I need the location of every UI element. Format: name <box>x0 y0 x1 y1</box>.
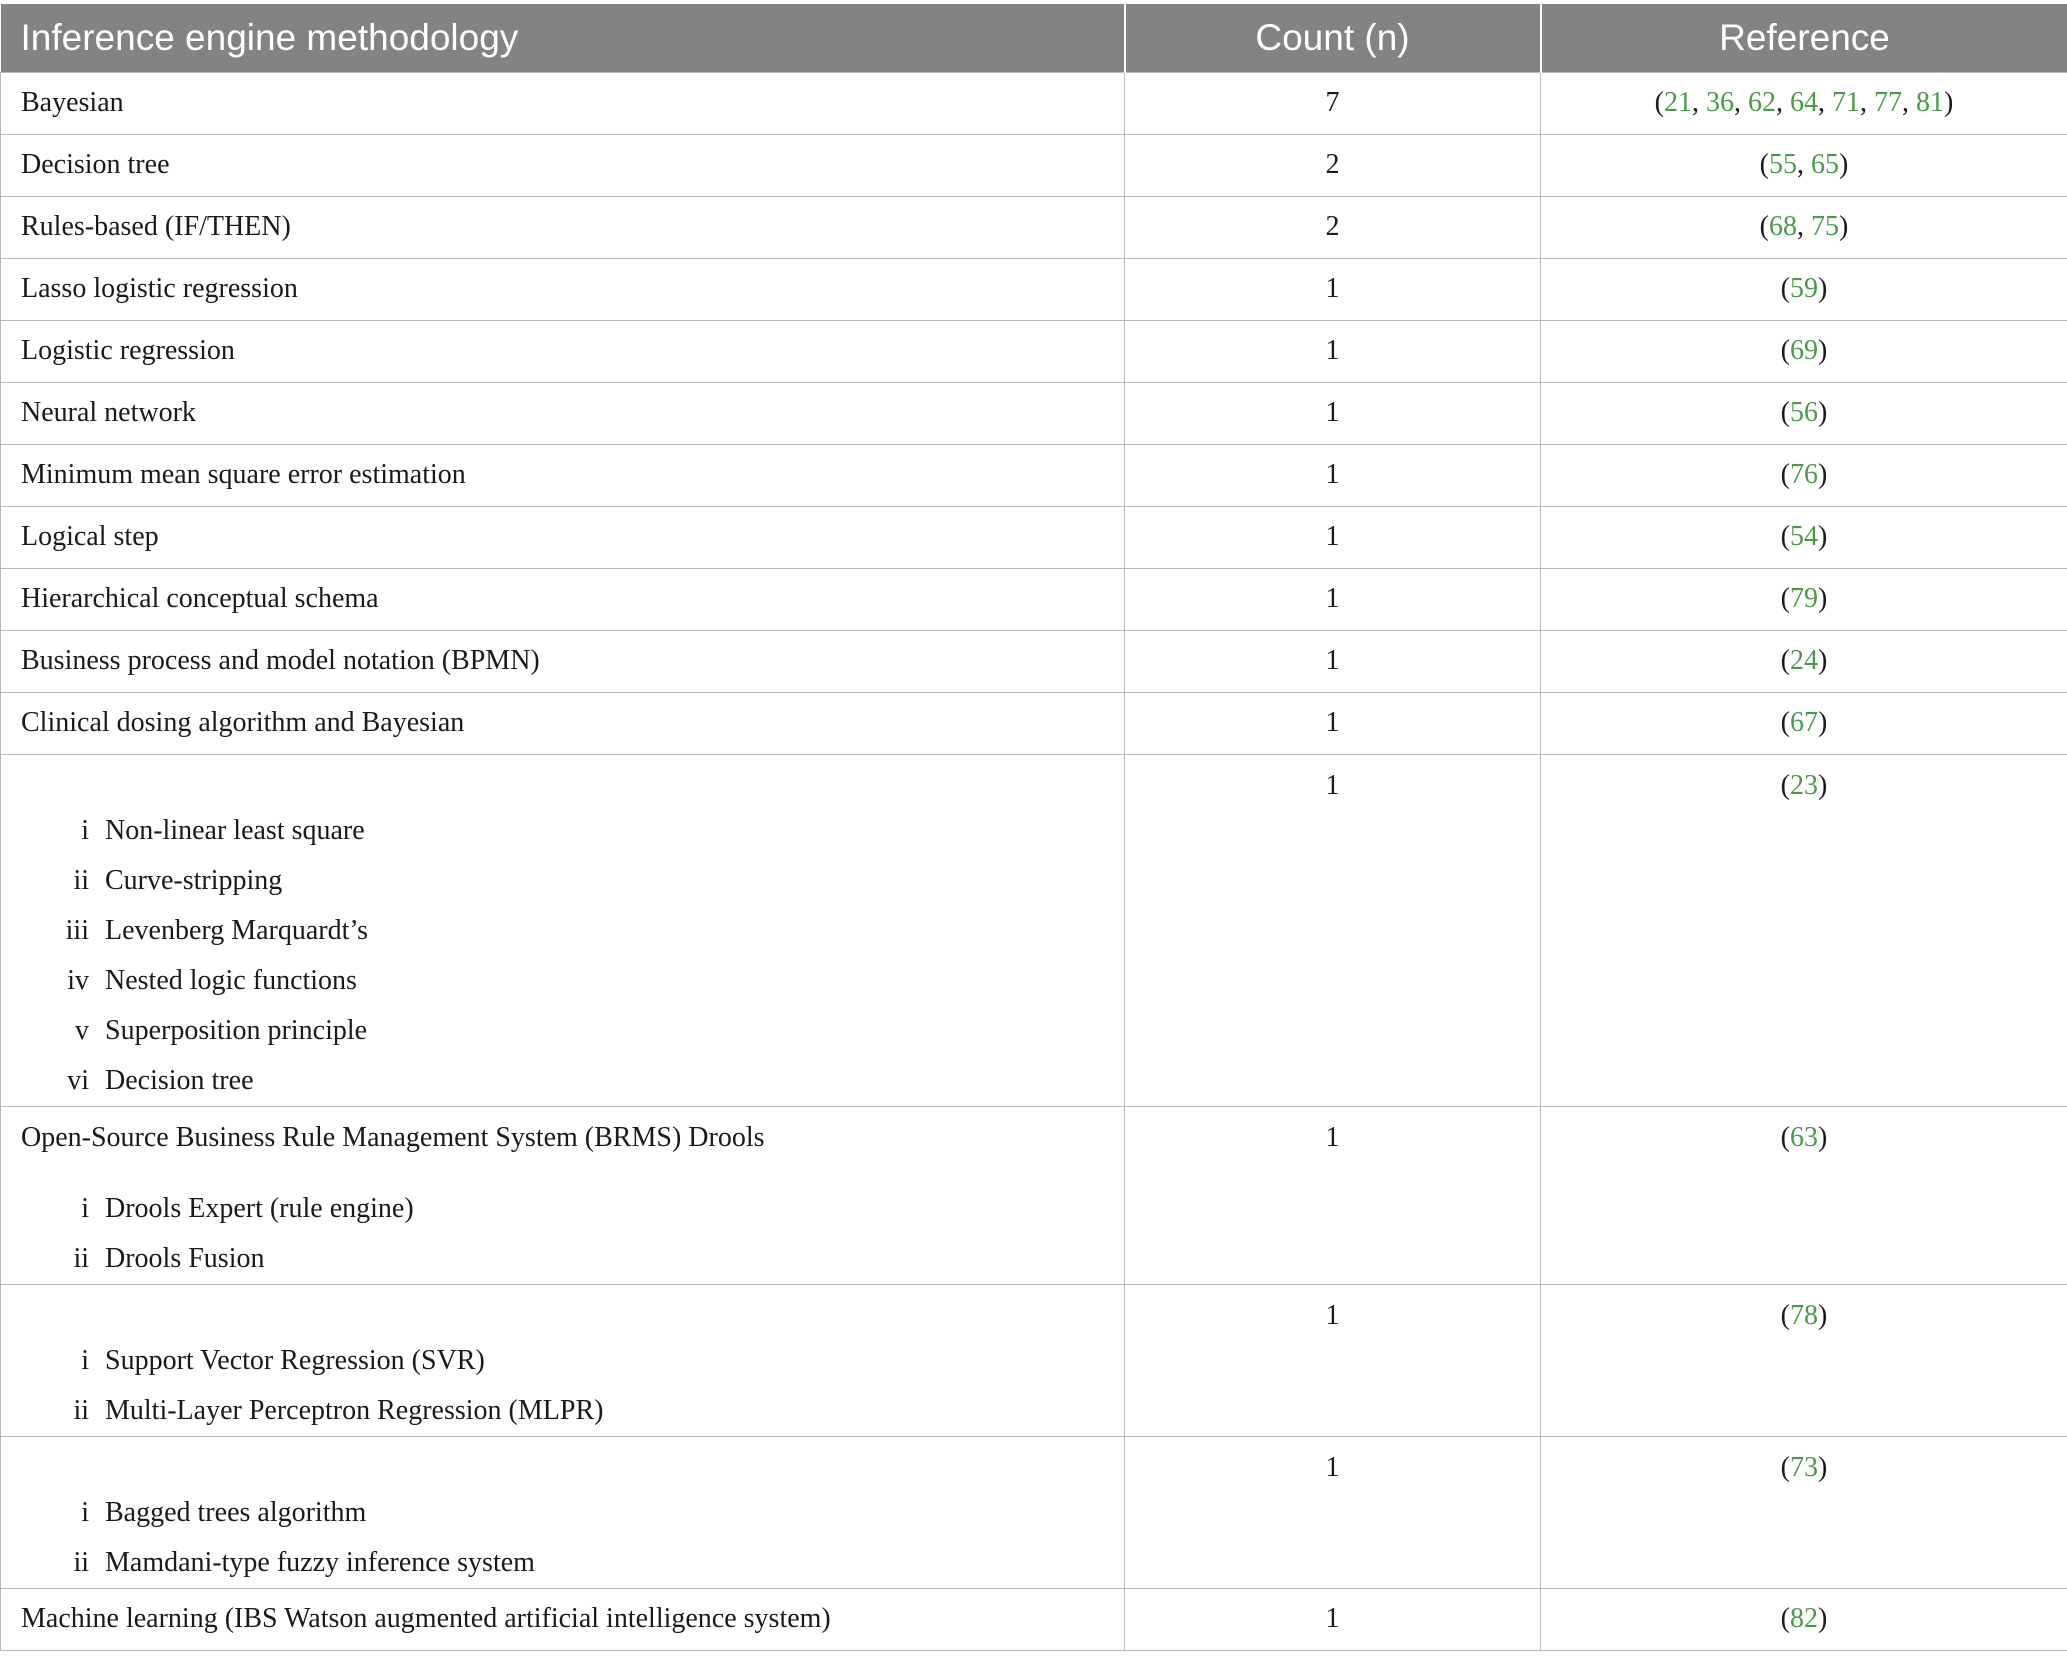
sub-method-item <box>21 1538 1104 1588</box>
sub-method-item <box>21 956 1104 1006</box>
method-name: Business process and model notation (BPMN) <box>21 645 540 676</box>
count-cell: 1 <box>1125 1106 1541 1284</box>
sub-method-number: iv <box>67 964 89 996</box>
method-name: Machine learning (IBS Watson augmented artificial intelligence system) <box>21 1603 831 1634</box>
reference-cell: (54) <box>1541 506 2067 568</box>
method-cell <box>1 444 1125 506</box>
citation-link[interactable]: 73 <box>1790 1451 1818 1483</box>
sub-method-text: Multi-Layer Perceptron Regression (MLPR) <box>105 1394 604 1426</box>
sub-method-number: i <box>81 814 89 846</box>
citation-link[interactable]: 21 <box>1664 87 1692 118</box>
citation-link[interactable]: 59 <box>1790 273 1818 304</box>
method-cell <box>1 258 1125 320</box>
table-row <box>1 196 2067 258</box>
table-row <box>1 1106 2067 1284</box>
sub-method-number: ii <box>73 1242 89 1274</box>
count-cell: 1 <box>1125 754 1541 1106</box>
citation-link[interactable]: 76 <box>1790 459 1818 490</box>
table-row <box>1 320 2067 382</box>
count-cell: 1 <box>1125 630 1541 692</box>
method-cell <box>1 1106 1125 1284</box>
reference-cell: (21, 36, 62, 64, 71, 77, 81) <box>1541 72 2067 134</box>
method-name: Decision tree <box>21 149 170 180</box>
citation-link[interactable]: 69 <box>1790 335 1818 366</box>
reference-cell: (63) <box>1541 1106 2067 1284</box>
sub-method-item <box>21 1234 1104 1284</box>
reference-cell: (59) <box>1541 258 2067 320</box>
table-row <box>1 568 2067 630</box>
table-row <box>1 258 2067 320</box>
sub-method-number: v <box>75 1014 89 1046</box>
method-cell <box>1 630 1125 692</box>
reference-cell: (68, 75) <box>1541 196 2067 258</box>
method-name: Logistic regression <box>21 335 235 366</box>
citation-link[interactable]: 82 <box>1790 1603 1818 1634</box>
reference-cell: (73) <box>1541 1436 2067 1588</box>
sub-method-number: i <box>81 1192 89 1224</box>
method-cell <box>1 754 1125 1106</box>
reference-cell: (82) <box>1541 1588 2067 1650</box>
citation-link[interactable]: 67 <box>1790 707 1818 738</box>
method-name: Clinical dosing algorithm and Bayesian <box>21 707 465 738</box>
method-name: Neural network <box>21 397 196 428</box>
table-row <box>1 506 2067 568</box>
reference-cell: (69) <box>1541 320 2067 382</box>
sub-method-text: Mamdani-type fuzzy inference system <box>105 1546 535 1578</box>
method-cell <box>1 72 1125 134</box>
table-row <box>1 630 2067 692</box>
citation-link[interactable]: 62 <box>1748 87 1776 118</box>
method-cell <box>1 382 1125 444</box>
table-header <box>1 4 2067 72</box>
count-cell: 1 <box>1125 320 1541 382</box>
sub-method-text: Nested logic functions <box>105 964 357 996</box>
citation-link[interactable]: 23 <box>1790 769 1818 801</box>
sub-method-item <box>21 906 1104 956</box>
table-row <box>1 1284 2067 1436</box>
citation-link[interactable]: 78 <box>1790 1299 1818 1331</box>
method-cell <box>1 1284 1125 1436</box>
method-name: Bayesian <box>21 87 124 118</box>
table-row <box>1 382 2067 444</box>
reference-cell: (67) <box>1541 692 2067 754</box>
table-row <box>1 444 2067 506</box>
citation-link[interactable]: 79 <box>1790 583 1818 614</box>
citation-link[interactable]: 24 <box>1790 645 1818 676</box>
sub-method-item <box>21 1488 1104 1538</box>
header-reference: Reference <box>1541 4 2067 72</box>
table-body <box>1 72 2067 1650</box>
header-count: Count (n) <box>1125 4 1541 72</box>
sub-method-text: Bagged trees algorithm <box>105 1496 367 1528</box>
count-cell: 1 <box>1125 1436 1541 1588</box>
citation-link[interactable]: 55 <box>1769 149 1797 180</box>
method-cell <box>1 568 1125 630</box>
table-row <box>1 134 2067 196</box>
sub-method-number: i <box>81 1344 89 1376</box>
reference-cell: (23) <box>1541 754 2067 1106</box>
citation-link[interactable]: 36 <box>1706 87 1734 118</box>
header-row <box>1 4 2067 72</box>
inference-methods-table <box>0 4 2067 1651</box>
sub-method-text: Superposition principle <box>105 1014 368 1046</box>
count-cell: 7 <box>1125 72 1541 134</box>
method-cell <box>1 1436 1125 1588</box>
reference-cell: (78) <box>1541 1284 2067 1436</box>
method-cell <box>1 196 1125 258</box>
sub-method-number: i <box>81 1496 89 1528</box>
citation-link[interactable]: 68 <box>1769 211 1797 242</box>
sub-method-text: Levenberg Marquardt’s <box>105 914 369 946</box>
sub-method-item <box>21 856 1104 906</box>
reference-cell: (55, 65) <box>1541 134 2067 196</box>
method-name: Minimum mean square error estimation <box>21 459 466 490</box>
method-name: Hierarchical conceptual schema <box>21 583 379 614</box>
sub-method-number: iii <box>65 914 89 946</box>
sub-method-number: ii <box>73 864 89 896</box>
count-cell: 1 <box>1125 1588 1541 1650</box>
sub-method-item <box>21 806 1104 856</box>
count-cell: 1 <box>1125 258 1541 320</box>
sub-method-item <box>21 1056 1104 1106</box>
sub-method-text: Drools Expert (rule engine) <box>105 1192 414 1224</box>
citation-link[interactable]: 75 <box>1811 211 1839 242</box>
sub-method-text: Non-linear least square <box>105 814 365 846</box>
citation-link[interactable]: 64 <box>1790 87 1818 118</box>
method-cell <box>1 692 1125 754</box>
citation-link[interactable]: 56 <box>1790 397 1818 428</box>
reference-cell: (79) <box>1541 568 2067 630</box>
sub-method-item <box>21 1336 1104 1386</box>
sub-method-number: vi <box>67 1064 89 1096</box>
count-cell: 1 <box>1125 1284 1541 1436</box>
count-cell: 1 <box>1125 692 1541 754</box>
method-name: Rules-based (IF/THEN) <box>21 211 291 242</box>
sub-method-number: ii <box>73 1394 89 1426</box>
reference-cell: (76) <box>1541 444 2067 506</box>
sub-method-item <box>21 1386 1104 1436</box>
sub-method-number: ii <box>73 1546 89 1578</box>
sub-method-text: Curve-stripping <box>105 864 283 896</box>
table-row <box>1 1436 2067 1588</box>
method-cell <box>1 1588 1125 1650</box>
sub-method-item <box>21 1006 1104 1056</box>
citation-link[interactable]: 71 <box>1832 87 1860 118</box>
table-row <box>1 692 2067 754</box>
method-cell <box>1 320 1125 382</box>
count-cell: 1 <box>1125 568 1541 630</box>
method-name: Open-Source Business Rule Management System (BRMS) Drools <box>21 1121 765 1153</box>
citation-link[interactable]: 63 <box>1790 1121 1818 1153</box>
sub-method-text: Support Vector Regression (SVR) <box>105 1344 485 1376</box>
sub-method-text: Decision tree <box>105 1064 254 1096</box>
method-name: Lasso logistic regression <box>21 273 298 304</box>
count-cell: 1 <box>1125 506 1541 568</box>
method-cell <box>1 134 1125 196</box>
citation-link[interactable]: 54 <box>1790 521 1818 552</box>
sub-method-item <box>21 1184 1104 1234</box>
count-cell: 2 <box>1125 134 1541 196</box>
header-methodology: Inference engine methodology <box>1 4 1125 72</box>
table-row <box>1 754 2067 1106</box>
table-row <box>1 1588 2067 1650</box>
count-cell: 1 <box>1125 382 1541 444</box>
table-row <box>1 72 2067 134</box>
citation-link[interactable]: 81 <box>1916 87 1944 118</box>
citation-link[interactable]: 77 <box>1874 87 1902 118</box>
count-cell: 1 <box>1125 444 1541 506</box>
citation-link[interactable]: 65 <box>1811 149 1839 180</box>
method-cell <box>1 506 1125 568</box>
reference-cell: (56) <box>1541 382 2067 444</box>
reference-cell: (24) <box>1541 630 2067 692</box>
sub-method-text: Drools Fusion <box>105 1242 265 1274</box>
method-name: Logical step <box>21 521 159 552</box>
count-cell: 2 <box>1125 196 1541 258</box>
